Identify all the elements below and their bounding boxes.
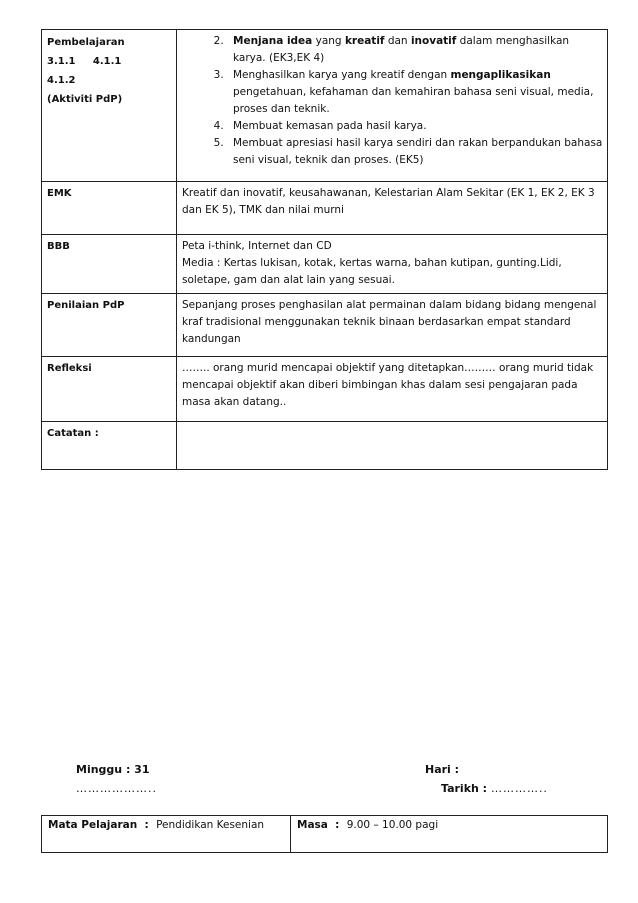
objective-text: kreatif xyxy=(344,35,385,47)
objective-text: inovatif xyxy=(410,35,457,47)
pembelajaran-label-cell xyxy=(42,30,177,182)
hari-label: Hari : xyxy=(425,763,460,776)
objective-text: Membuat kemasan pada hasil karya. xyxy=(233,120,427,132)
objective-text: Membuat apresiasi hasil karya sendiri dan rakan berpandukan bahasa seni visual, teknik dan proses. (EK5) xyxy=(233,137,603,166)
objective-text: mengaplikasikan xyxy=(450,69,551,81)
emk-label: EMK xyxy=(42,182,177,235)
masa-cell xyxy=(291,816,608,853)
masa-value: 9.00 – 10.00 pagi xyxy=(346,819,439,831)
lesson-plan-table xyxy=(41,29,608,470)
catatan-label: Catatan : xyxy=(42,422,177,470)
objective-item xyxy=(227,135,603,169)
emk-text: Kreatif dan inovatif, keusahawanan, Kelestarian Alam Sekitar (EK 1, EK 2, EK 3 dan EK 5), TMK dan nilai murni xyxy=(177,182,608,235)
objective-item xyxy=(227,33,603,67)
bbb-line1: Peta i-think, Internet dan CD xyxy=(182,240,332,252)
refleksi-text: …….. orang murid mencapai objektif yang ditetapkan……… orang murid tidak mencapai objektif akan diberi bimbingan khas dalam sesi pengajaran pada masa akan datang.. xyxy=(177,357,608,422)
objective-text: yang xyxy=(312,35,345,47)
tarikh-label: Tarikh : xyxy=(441,782,488,795)
objective-text: Menghasilkan karya yang kreatif dengan xyxy=(233,69,451,81)
minggu-dots: ……………….. xyxy=(76,782,157,795)
tarikh-dots: ………….. xyxy=(490,782,548,795)
minggu-label: Minggu : 31 xyxy=(76,763,150,776)
row-emk xyxy=(42,182,608,235)
penilaian-label: Penilaian PdP xyxy=(42,294,177,357)
bbb-label: BBB xyxy=(42,235,177,294)
subject-info-table xyxy=(41,815,608,853)
subject-row xyxy=(42,816,608,853)
objective-item xyxy=(227,118,603,135)
objective-text: dalam menghasilkan karya. (EK3,EK 4) xyxy=(233,35,570,64)
row-penilaian xyxy=(42,294,608,357)
row-pembelajaran xyxy=(42,30,608,182)
bbb-content-cell xyxy=(177,235,608,294)
pembelajaran-content-cell xyxy=(177,30,608,182)
mapel-cell xyxy=(42,816,291,853)
refleksi-label: Refleksi xyxy=(42,357,177,422)
penilaian-text: Sepanjang proses penghasilan alat permainan dalam bidang bidang mengenal kraf tradisional menggunakan teknik binaan berdasarkan empat standard kandungan xyxy=(177,294,608,357)
mapel-value: Pendidikan Kesenian xyxy=(156,819,265,831)
objective-text: dan xyxy=(384,35,411,47)
mapel-label: Mata Pelajaran : xyxy=(48,819,149,831)
tarikh-field xyxy=(441,782,548,795)
objective-item xyxy=(227,67,603,118)
pembelajaran-label: Pembelajaran xyxy=(47,37,125,48)
row-bbb xyxy=(42,235,608,294)
objective-text: Menjana idea xyxy=(233,35,313,47)
row-refleksi xyxy=(42,357,608,422)
objective-text: pengetahuan, kefahaman dan kemahiran bahasa seni visual, media, proses dan teknik. xyxy=(233,86,594,115)
objectives-list xyxy=(182,33,603,169)
pembelajaran-codes-1: 3.1.1 4.1.1 xyxy=(47,56,122,67)
pembelajaran-codes-2: 4.1.2 xyxy=(47,75,76,86)
row-catatan xyxy=(42,422,608,470)
catatan-text xyxy=(177,422,608,470)
masa-label: Masa : xyxy=(297,819,340,831)
bbb-line2: Media : Kertas lukisan, kotak, kertas warna, bahan kutipan, gunting.Lidi, soletape, gam dan alat lain yang sesuai. xyxy=(182,257,562,286)
pembelajaran-aktiviti: (Aktiviti PdP) xyxy=(47,94,123,105)
